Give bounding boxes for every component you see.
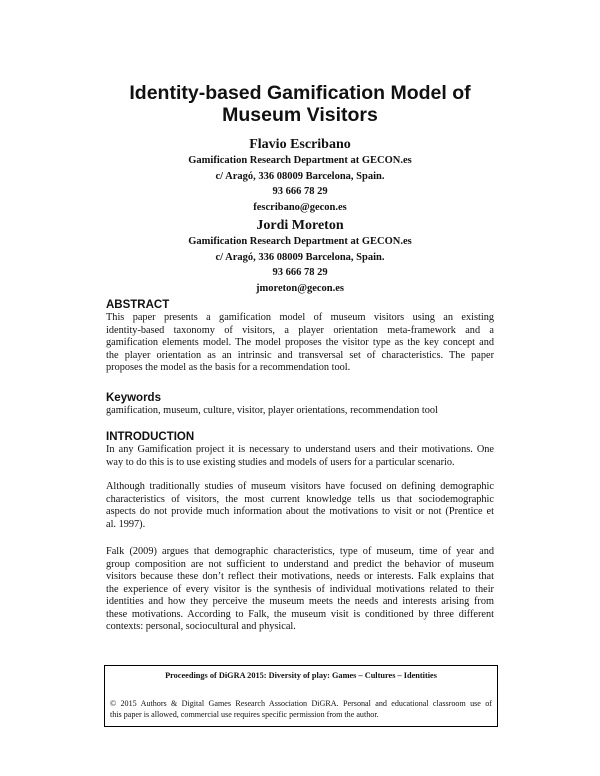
text-line: these motivations. According to Falk, the museum visit is conditioned by three different xyxy=(106,608,494,620)
abstract-heading: ABSTRACT xyxy=(106,299,170,311)
text-line: contexts: personal, sociocultural and physical. xyxy=(106,621,296,632)
proceedings-line: Proceedings of DiGRA 2015: Diversity of play: Games – Cultures – Identities xyxy=(165,671,437,680)
affiliation-line: 93 666 78 29 xyxy=(272,186,328,197)
text-line: identities and how they perceive the museum meets the needs and interests arising from xyxy=(106,596,494,607)
copyright-line: © 2015 Authors & Digital Games Research Association DiGRA. Personal and educational classroom use of xyxy=(110,699,492,708)
abstract-body xyxy=(106,312,494,375)
paper-title xyxy=(0,82,600,126)
author-name: Flavio Escribano xyxy=(249,137,351,152)
author-email: fescribano@gecon.es xyxy=(253,201,347,213)
text-line: characteristics of visitors, the most current knowledge tells us that sociodemographic xyxy=(106,493,494,505)
affiliation-line: Gamification Research Department at GECON.es xyxy=(188,155,412,166)
text-line: gamification, museum, culture, visitor, player orientations, recommendation tool xyxy=(106,405,438,416)
text-line: the player orientation as an intrinsic and transversal set of characteristics. The paper xyxy=(106,349,494,361)
text-line: al. 1997). xyxy=(106,518,146,530)
text-line: visitors because these don’t reflect their motivations, needs or interests. Falk explains that xyxy=(106,571,494,582)
affiliation-line: 93 666 78 29 xyxy=(272,267,328,278)
copyright-line: this paper is allowed, commercial use requires specific permission from the author. xyxy=(110,709,379,719)
affiliation-line: Gamification Research Department at GECON.es xyxy=(188,236,412,247)
title-line: Identity-based Gamification Model of xyxy=(129,82,471,104)
text-line: the experience of every visitor is the synthesis of individual motivations related to their xyxy=(106,583,494,595)
intro-paragraph xyxy=(106,481,494,531)
footer-box xyxy=(104,665,498,727)
affiliation-line: c/ Aragó, 336 08009 Barcelona, Spain. xyxy=(215,170,385,182)
title-line: Museum Visitors xyxy=(222,104,378,126)
intro-paragraph xyxy=(106,444,494,469)
keywords-heading: Keywords xyxy=(106,392,161,404)
author-affiliation xyxy=(0,234,600,296)
intro-paragraph xyxy=(106,546,494,634)
keywords-text xyxy=(106,405,494,418)
text-line: Falk (2009) argues that demographic characteristics, type of museum, time of year and xyxy=(106,546,494,557)
author-affiliation xyxy=(0,153,600,215)
author-email: jmoreton@gecon.es xyxy=(255,282,344,294)
text-line: This paper presents a gamification model of museum visitors using an existing xyxy=(106,312,494,323)
text-line: proposes the model as the basis for a recommendation tool. xyxy=(106,362,351,373)
author-name: Jordi Moreton xyxy=(256,218,344,233)
text-line: way to do this is to use existing studies and models of users for a particular scenario. xyxy=(106,456,455,468)
text-line: In any Gamification project it is necessary to understand users and their motivations. One xyxy=(106,444,494,455)
text-line: identity-based taxonomy of visitors, a player orientation meta-framework and a xyxy=(106,324,494,336)
affiliation-line: c/ Aragó, 336 08009 Barcelona, Spain. xyxy=(215,251,385,263)
introduction-heading: INTRODUCTION xyxy=(106,431,195,443)
text-line: gamification elements model. The model proposes the visitor type as the key concept and xyxy=(106,337,494,348)
copyright-notice xyxy=(110,699,492,720)
text-line: Although traditionally studies of museum visitors have focused on defining demographic xyxy=(106,481,494,492)
text-line: aspects do not provide much information about the motivations to visit or not (Prentice et xyxy=(106,506,494,517)
text-line: group composition are not sufficient to understand and predict the behavior of museum xyxy=(106,558,494,570)
